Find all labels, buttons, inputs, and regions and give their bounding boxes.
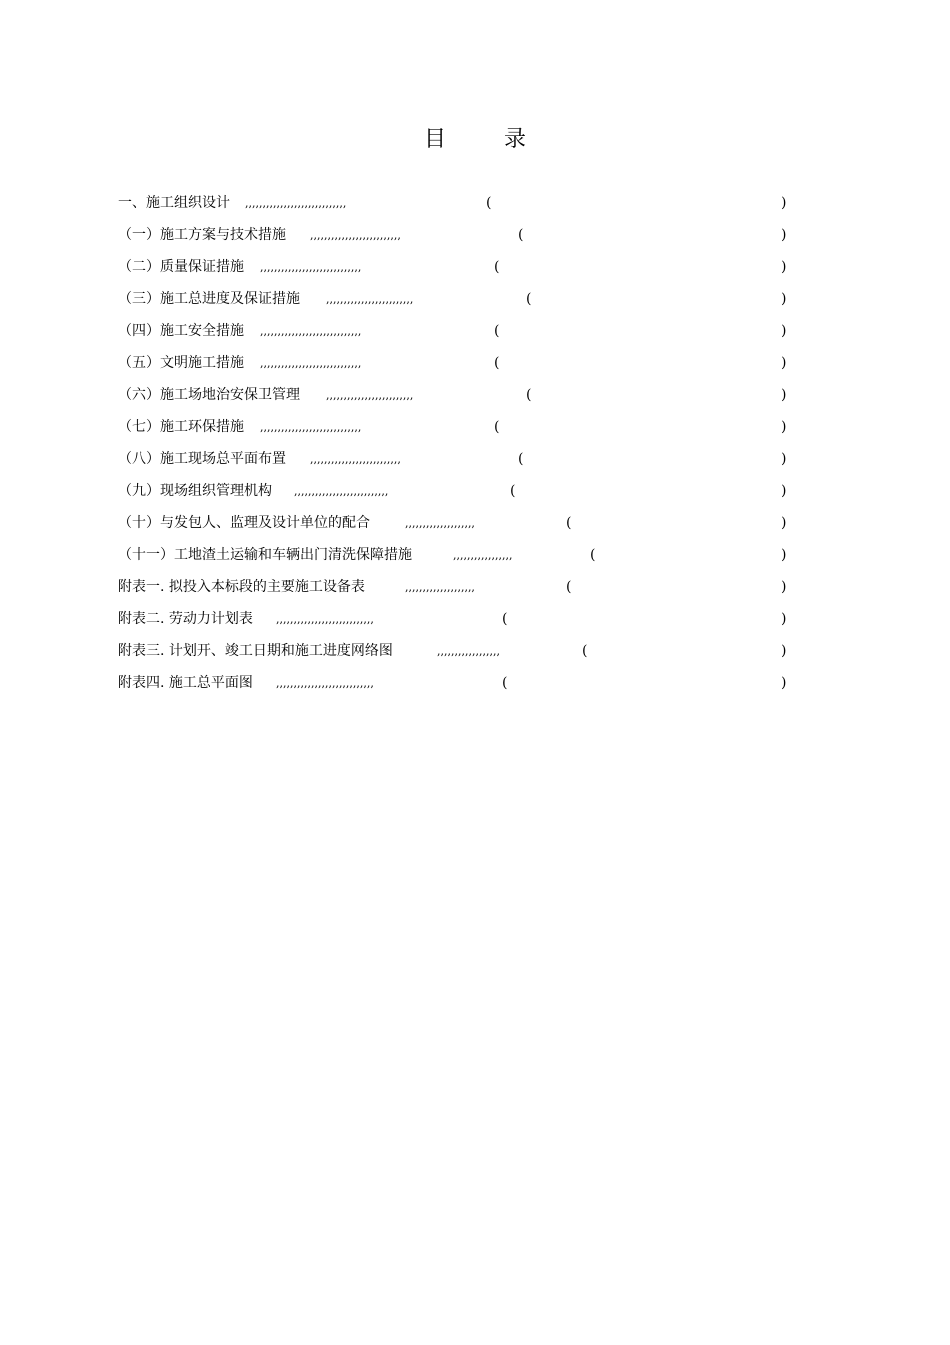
toc-entry-page-close: ) (781, 355, 787, 371)
toc-entry-label: （三）施工总进度及保证措施 (118, 291, 300, 307)
toc-entry-page-close: ) (781, 227, 787, 243)
toc-entry-label: （七）施工环保措施 (118, 419, 244, 435)
toc-entry-page-close: ) (781, 259, 787, 275)
toc-entry[interactable] (0, 321, 950, 341)
toc-entry[interactable] (0, 545, 950, 565)
toc-entry-leader: ,,,,,,,,,,,,,,,,,,,,,,,,, (326, 293, 414, 306)
toc-entry-leader: ,,,,,,,,,,,,,,,,,,,,,,,,,,,,, (260, 421, 362, 434)
toc-entry[interactable] (0, 385, 950, 405)
toc-entry-page-open: ( (590, 547, 596, 563)
toc-entry-page-close: ) (781, 291, 787, 307)
toc-title-char-1: 目 (423, 127, 446, 152)
toc-entry-label: 附表三. 计划开、竣工日期和施工进度网络图 (118, 643, 393, 659)
toc-entry-leader: ,,,,,,,,,,,,,,,,,,,,,,,,,,,,, (260, 325, 362, 338)
toc-entry-page-close: ) (781, 323, 787, 339)
toc-entry-page-close: ) (781, 611, 787, 627)
toc-entry-leader: ,,,,,,,,,,,,,,,,,,,,,,,,,, (310, 229, 401, 242)
toc-entry-leader: ,,,,,,,,,,,,,,,,,,,,,,,,,,, (294, 485, 389, 498)
toc-entry-page-open: ( (566, 515, 572, 531)
toc-entry-label: 附表一. 拟投入本标段的主要施工设备表 (118, 579, 365, 595)
toc-entry[interactable] (0, 193, 950, 213)
toc-entry[interactable] (0, 577, 950, 597)
toc-entry-page-open: ( (518, 451, 524, 467)
toc-entry-label: 附表二. 劳动力计划表 (118, 611, 253, 627)
toc-entry-page-close: ) (781, 515, 787, 531)
toc-entry-page-open: ( (494, 419, 500, 435)
toc-entry[interactable] (0, 257, 950, 277)
toc-entry-page-close: ) (781, 547, 787, 563)
toc-entry-leader: ,,,,,,,,,,,,,,,,,,,,,,,,,,,,, (245, 197, 347, 210)
toc-entry[interactable] (0, 225, 950, 245)
toc-entry-page-open: ( (526, 291, 532, 307)
toc-entry-page-open: ( (502, 611, 508, 627)
toc-entry-label: （一）施工方案与技术措施 (118, 227, 286, 243)
toc-entry-page-open: ( (494, 355, 500, 371)
toc-entry-page-close: ) (781, 195, 787, 211)
toc-entry-leader: ,,,,,,,,,,,,,,,,, (453, 549, 513, 562)
toc-entry-leader: ,,,,,,,,,,,,,,,,,,,,,,,,,,,,, (260, 261, 362, 274)
toc-title-char-2: 录 (504, 127, 527, 152)
toc-entry[interactable] (0, 481, 950, 501)
toc-entry-page-close: ) (781, 483, 787, 499)
toc-entry-label: 一、施工组织设计 (118, 195, 230, 211)
toc-entry[interactable] (0, 289, 950, 309)
toc-entry-leader: ,,,,,,,,,,,,,,,,,,,,,,,,,, (310, 453, 401, 466)
toc-entry-page-close: ) (781, 451, 787, 467)
toc-entry[interactable] (0, 353, 950, 373)
toc-entry-page-open: ( (526, 387, 532, 403)
toc-entry-page-close: ) (781, 579, 787, 595)
toc-entry-label: （十）与发包人、监理及设计单位的配合 (118, 515, 370, 531)
toc-entry-page-open: ( (510, 483, 516, 499)
toc-entry[interactable] (0, 513, 950, 533)
toc-entry[interactable] (0, 449, 950, 469)
toc-entry-leader: ,,,,,,,,,,,,,,,,,, (437, 645, 500, 658)
toc-entry-leader: ,,,,,,,,,,,,,,,,,,,,,,,,,,,, (276, 613, 374, 626)
toc-entry-leader: ,,,,,,,,,,,,,,,,,,,, (405, 517, 475, 530)
toc-entry-page-open: ( (582, 643, 588, 659)
toc-entry-page-open: ( (502, 675, 508, 691)
toc-entry-leader: ,,,,,,,,,,,,,,,,,,,, (405, 581, 475, 594)
toc-entry-page-close: ) (781, 643, 787, 659)
toc-entry-page-close: ) (781, 675, 787, 691)
toc-entry[interactable] (0, 609, 950, 629)
toc-entry-leader: ,,,,,,,,,,,,,,,,,,,,,,,,,,,, (276, 677, 374, 690)
toc-entry-page-close: ) (781, 419, 787, 435)
toc-entry-page-open: ( (494, 259, 500, 275)
toc-entry-label: （六）施工场地治安保卫管理 (118, 387, 300, 403)
toc-entry-page-open: ( (494, 323, 500, 339)
toc-entry-leader: ,,,,,,,,,,,,,,,,,,,,,,,,,,,,, (260, 357, 362, 370)
toc-entry-label: （八）施工现场总平面布置 (118, 451, 286, 467)
toc-entry-label: 附表四. 施工总平面图 (118, 675, 253, 691)
toc-entry-leader: ,,,,,,,,,,,,,,,,,,,,,,,,, (326, 389, 414, 402)
toc-entry[interactable] (0, 673, 950, 693)
toc-entry-page-close: ) (781, 387, 787, 403)
toc-entry[interactable] (0, 641, 950, 661)
toc-entry-page-open: ( (486, 195, 492, 211)
toc-entry[interactable] (0, 417, 950, 437)
toc-entry-page-open: ( (566, 579, 572, 595)
toc-entry-page-open: ( (518, 227, 524, 243)
toc-entry-label: （二）质量保证措施 (118, 259, 244, 275)
toc-entry-label: （四）施工安全措施 (118, 323, 244, 339)
toc-entry-label: （九）现场组织管理机构 (118, 483, 272, 499)
toc-entry-label: （十一）工地渣土运输和车辆出门清洗保障措施 (118, 547, 412, 563)
toc-entry-label: （五）文明施工措施 (118, 355, 244, 371)
